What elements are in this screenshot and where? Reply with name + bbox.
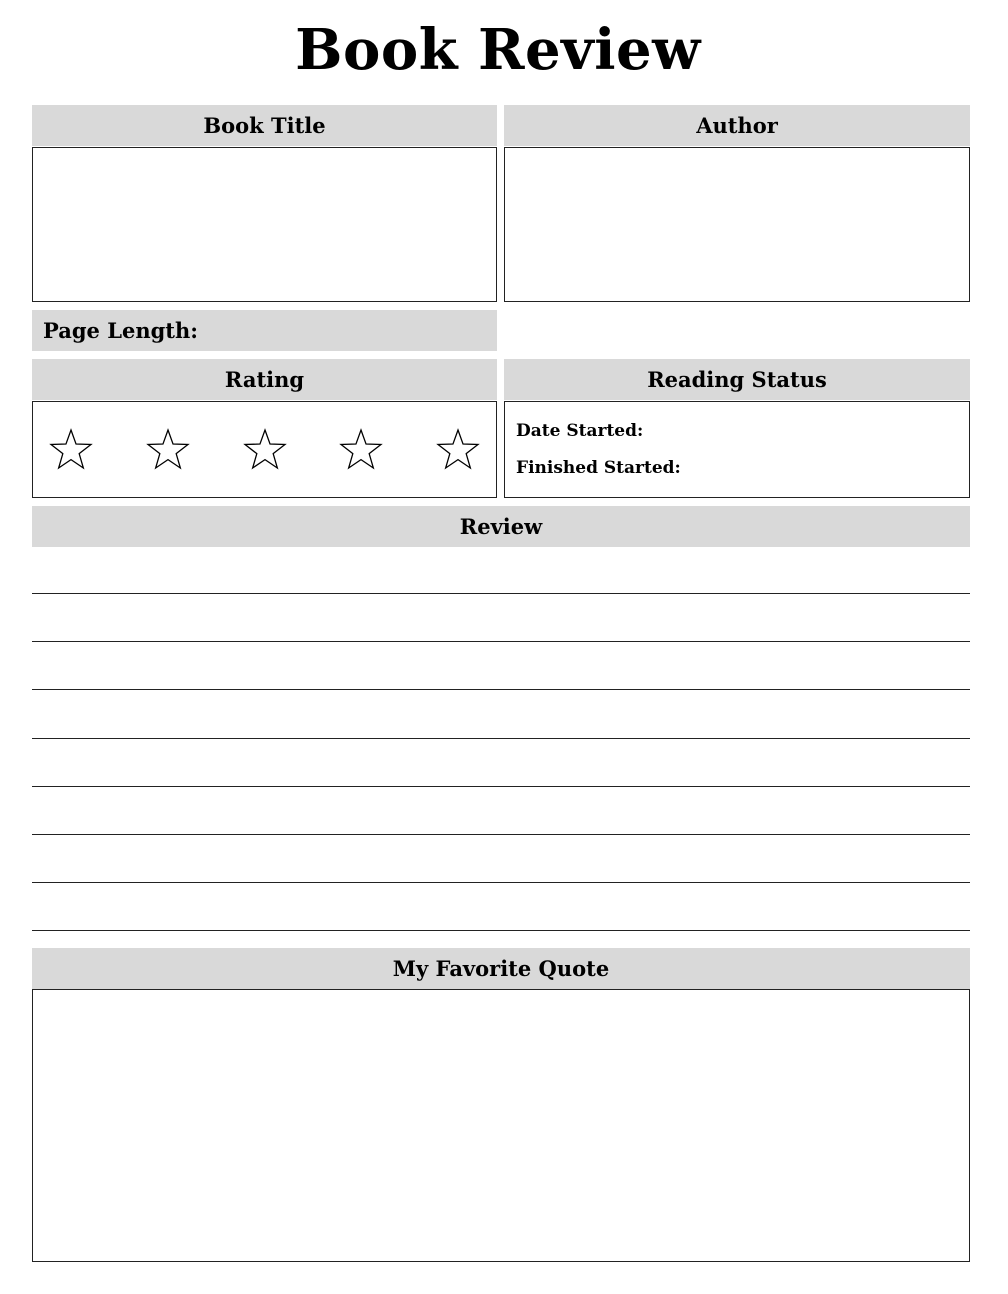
favorite-quote-label: My Favorite Quote <box>392 956 610 981</box>
review-line[interactable] <box>32 882 970 883</box>
rating-star-icon[interactable] <box>434 426 482 474</box>
rating-star-icon[interactable] <box>144 426 192 474</box>
review-header <box>32 506 970 547</box>
rating-star-icon[interactable] <box>337 426 385 474</box>
author-label: Author <box>696 113 778 138</box>
reading-status-box <box>504 401 970 498</box>
reading-status-header <box>504 359 970 400</box>
review-line[interactable] <box>32 786 970 787</box>
book-title-field[interactable] <box>32 147 497 302</box>
page-length-field[interactable] <box>32 310 497 351</box>
review-line[interactable] <box>32 834 970 835</box>
reading-status-label: Reading Status <box>647 367 827 392</box>
author-field[interactable] <box>504 147 970 302</box>
book-title-label: Book Title <box>203 113 326 138</box>
book-title-header <box>32 105 497 146</box>
author-header <box>504 105 970 146</box>
rating-star-icon[interactable] <box>47 426 95 474</box>
review-line[interactable] <box>32 930 970 931</box>
review-line[interactable] <box>32 689 970 690</box>
review-line[interactable] <box>32 738 970 739</box>
rating-stars[interactable] <box>32 401 497 498</box>
rating-star-icon[interactable] <box>241 426 289 474</box>
rating-header <box>32 359 497 400</box>
favorite-quote-header <box>32 948 970 989</box>
rating-label: Rating <box>224 367 305 392</box>
date-started-label[interactable]: Date Started: <box>516 421 644 441</box>
page-title: Book Review <box>295 17 701 83</box>
review-line[interactable] <box>32 593 970 594</box>
review-label: Review <box>459 514 543 539</box>
finished-label[interactable]: Finished Started: <box>516 458 681 478</box>
favorite-quote-field[interactable] <box>32 989 970 1262</box>
review-line[interactable] <box>32 641 970 642</box>
page-length-label: Page Length: <box>43 318 198 343</box>
